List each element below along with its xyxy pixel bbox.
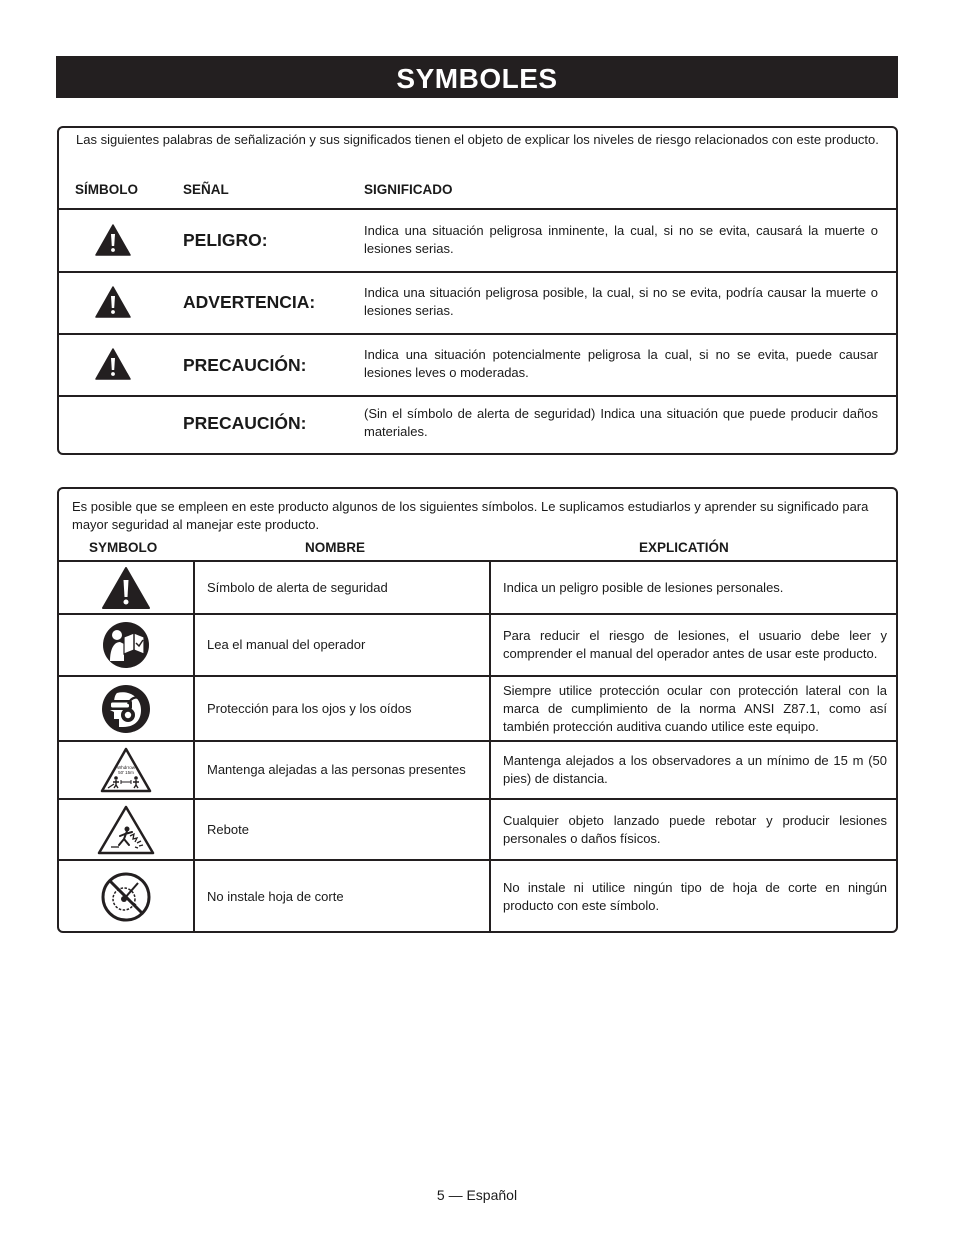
header-symbol: SYMBOLO (89, 540, 158, 555)
symbol-explanation: Indica un peligro posible de lesiones personales. (503, 579, 784, 595)
symbol-row (59, 740, 896, 798)
symbols-intro: Es posible que se empleen en este producto algunos de los siguientes símbolos. Le suplicamos estudiarlos y aprender su significado para mayor seguridad al manejar este producto. (72, 499, 869, 532)
signal-word: PELIGRO: (183, 230, 268, 250)
symbol-name: Mantenga alejadas a las personas presentes (195, 742, 491, 798)
symbol-name: No instale hoja de corte (195, 861, 491, 933)
signal-meaning: (Sin el símbolo de alerta de seguridad) Indica una situación que puede producir daños materiales. (364, 406, 878, 439)
symbol-name: Símbolo de alerta de seguridad (195, 562, 491, 613)
symbol-explanation: Mantenga alejados a los observadores a un mínimo de 15 m (50 pies) de distancia. (503, 753, 887, 786)
signal-meaning: Indica una situación potencialmente peligrosa la cual, si no se evita, puede causar lesiones leves o moderadas. (364, 347, 878, 380)
symbol-name: Protección para los ojos y los oídos (195, 677, 491, 740)
signal-words-intro: Las siguientes palabras de señalización y sus significados tienen el objeto de explicar los niveles de riesgo relacionados con este producto. (76, 132, 879, 147)
page-footer: 5 — Español (436, 1187, 518, 1203)
header-symbol: SÍMBOLO (75, 182, 138, 197)
signal-row-precaucion (59, 333, 896, 395)
signal-row-advertencia (59, 271, 896, 333)
symbol-row (59, 859, 896, 933)
symbol-row (59, 675, 896, 740)
symbol-explanation: Para reducir el riesgo de lesiones, el usuario debe leer y comprender el manual del operador antes de usar este producto. (503, 628, 887, 661)
warning-triangle-icon (95, 224, 131, 256)
no-blade-icon (100, 871, 152, 923)
symbol-row (59, 560, 896, 613)
signal-row-precaucion-no-symbol (59, 395, 896, 455)
eye-ear-protection-icon (101, 684, 151, 734)
header-signal: SEÑAL (183, 182, 229, 197)
warning-triangle-icon (95, 286, 131, 318)
signal-row-peligro (59, 208, 896, 271)
read-manual-icon (102, 621, 150, 669)
page-title: SYMBOLES (56, 56, 898, 98)
signal-words-table (57, 126, 898, 455)
header-name: NOMBRE (305, 540, 365, 555)
signal-meaning: Indica una situación peligrosa inminente, la cual, si no se evita, causará la muerte o lesiones serias. (364, 223, 878, 256)
warning-triangle-icon (95, 348, 131, 380)
symbol-explanation: Siempre utilice protección ocular con protección lateral con la marca de cumplimiento de la norma ANSI Z87.1, como así también protección auditiva cuando utilice este equipo. (503, 682, 887, 734)
symbol-explanation: Cualquier objeto lanzado puede rebotar y producir lesiones personales o daños físicos. (503, 812, 887, 846)
signal-meaning: Indica una situación peligrosa posible, la cual, si no se evita, podría causar la muerte o lesiones serias. (364, 285, 878, 318)
symbol-name: Rebote (195, 800, 491, 859)
symbol-row (59, 613, 896, 675)
safety-alert-icon (101, 566, 151, 610)
symbol-explanation: No instale ni utilice ningún tipo de hoja de corte en ningún producto con este símbolo. (503, 880, 887, 913)
header-explanation: EXPLICATIÓN (639, 540, 729, 555)
symbol-row (59, 798, 896, 859)
signal-word: PRECAUCIÓN: (183, 413, 307, 433)
signal-word: ADVERTENCIA: (183, 292, 316, 312)
bystander-icon-text: Whdrrow (116, 765, 136, 770)
bystander-icon-text: 50' 15m (118, 770, 134, 775)
signal-word: PRECAUCIÓN: (183, 355, 307, 375)
symbol-name: Lea el manual del operador (195, 615, 491, 675)
keep-bystanders-away-icon (100, 747, 152, 793)
header-meaning: SIGNIFICADO (364, 182, 453, 197)
ricochet-icon (97, 805, 155, 855)
symbols-table (57, 487, 898, 933)
